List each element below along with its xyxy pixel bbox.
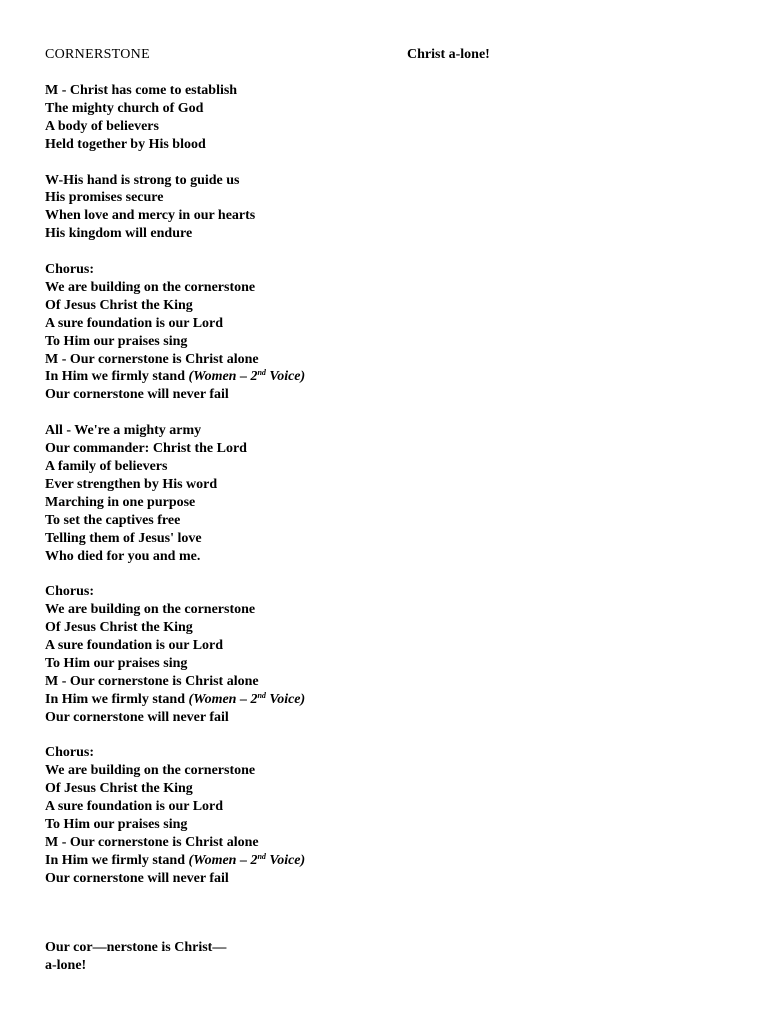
header-note: Christ a-lone! — [407, 47, 490, 62]
voice-direction-ordinal: nd — [257, 368, 266, 378]
chorus-line: To Him our praises sing — [45, 817, 188, 833]
verse-line: To set the captives free — [45, 512, 181, 528]
chorus-line: Of Jesus Christ the King — [45, 297, 193, 313]
voice-direction-post: Voice) — [265, 369, 306, 385]
verse-line: Marching in one purpose — [45, 494, 196, 510]
verse-3 — [45, 422, 405, 565]
verse-line: Ever strengthen by His word — [45, 476, 218, 492]
voice-direction-ordinal: nd — [257, 851, 266, 861]
chorus-line: A sure foundation is our Lord — [45, 799, 224, 815]
verse-line: His promises secure — [45, 190, 164, 206]
verse-line: When love and mercy in our hearts — [45, 208, 256, 224]
voice-direction-ordinal: nd — [257, 690, 266, 700]
voice-direction-pre: (Women – 2 — [188, 852, 258, 868]
chorus-line: Our cornerstone will never fail — [45, 709, 229, 725]
verse-1 — [45, 82, 405, 154]
voice-direction-pre: (Women – 2 — [188, 691, 258, 707]
chorus-2 — [45, 583, 405, 726]
chorus-label: Chorus: — [45, 745, 95, 761]
voice-direction-pre: (Women – 2 — [188, 369, 258, 385]
voice-direction-post: Voice) — [265, 691, 306, 707]
chorus-3 — [45, 744, 405, 887]
chorus-line: Our cornerstone will never fail — [45, 870, 229, 886]
verse-line: The mighty church of God — [45, 100, 204, 116]
finale-line: Our cor—nerstone is Christ— — [45, 940, 227, 955]
chorus-label: Chorus: — [45, 262, 95, 278]
verse-line: Our commander: Christ the Lord — [45, 441, 247, 457]
chorus-line: We are building on the cornerstone — [45, 279, 256, 295]
chorus-line: M - Our cornerstone is Christ alone — [45, 673, 259, 689]
verse-2 — [45, 172, 405, 244]
voice-direction-post: Voice) — [265, 852, 306, 868]
verse-line: All - We're a mighty army — [45, 423, 202, 439]
chorus-line: A sure foundation is our Lord — [45, 315, 224, 331]
verse-line: His kingdom will endure — [45, 226, 193, 242]
chorus-line: A sure foundation is our Lord — [45, 638, 224, 654]
song-title: CORNERSTONE — [45, 47, 150, 62]
chorus-line: To Him our praises sing — [45, 333, 188, 349]
finale — [45, 939, 226, 975]
chorus-1 — [45, 261, 405, 404]
chorus-line: We are building on the cornerstone — [45, 602, 256, 618]
chorus-line: To Him our praises sing — [45, 655, 188, 671]
chorus-voice-line — [45, 691, 405, 709]
voice-direction — [189, 692, 306, 707]
lyrics-body — [45, 82, 405, 906]
chorus-line: M - Our cornerstone is Christ alone — [45, 351, 259, 367]
verse-line: Telling them of Jesus' love — [45, 530, 202, 546]
verse-line: A family of believers — [45, 458, 168, 474]
verse-line: M - Christ has come to establish — [45, 83, 238, 98]
verse-line: Who died for you and me. — [45, 548, 201, 564]
verse-line: A body of believers — [45, 118, 159, 134]
verse-line: W-His hand is strong to guide us — [45, 172, 240, 188]
verse-line: Held together by His blood — [45, 136, 206, 152]
chorus-label: Chorus: — [45, 584, 95, 600]
chorus-line: We are building on the cornerstone — [45, 763, 256, 779]
chorus-line: M - Our cornerstone is Christ alone — [45, 834, 259, 850]
voice-direction — [189, 853, 306, 868]
chorus-voice-line — [45, 368, 405, 386]
chorus-line: Our cornerstone will never fail — [45, 387, 229, 403]
chorus-line-text: In Him we firmly stand — [45, 852, 185, 868]
chorus-line: Of Jesus Christ the King — [45, 781, 193, 797]
chorus-voice-line — [45, 852, 405, 870]
chorus-line-text: In Him we firmly stand — [45, 691, 185, 707]
chorus-line-text: In Him we firmly stand — [45, 369, 185, 385]
finale-line: a-lone! — [45, 957, 87, 973]
voice-direction — [189, 369, 306, 384]
chorus-line: Of Jesus Christ the King — [45, 620, 193, 636]
